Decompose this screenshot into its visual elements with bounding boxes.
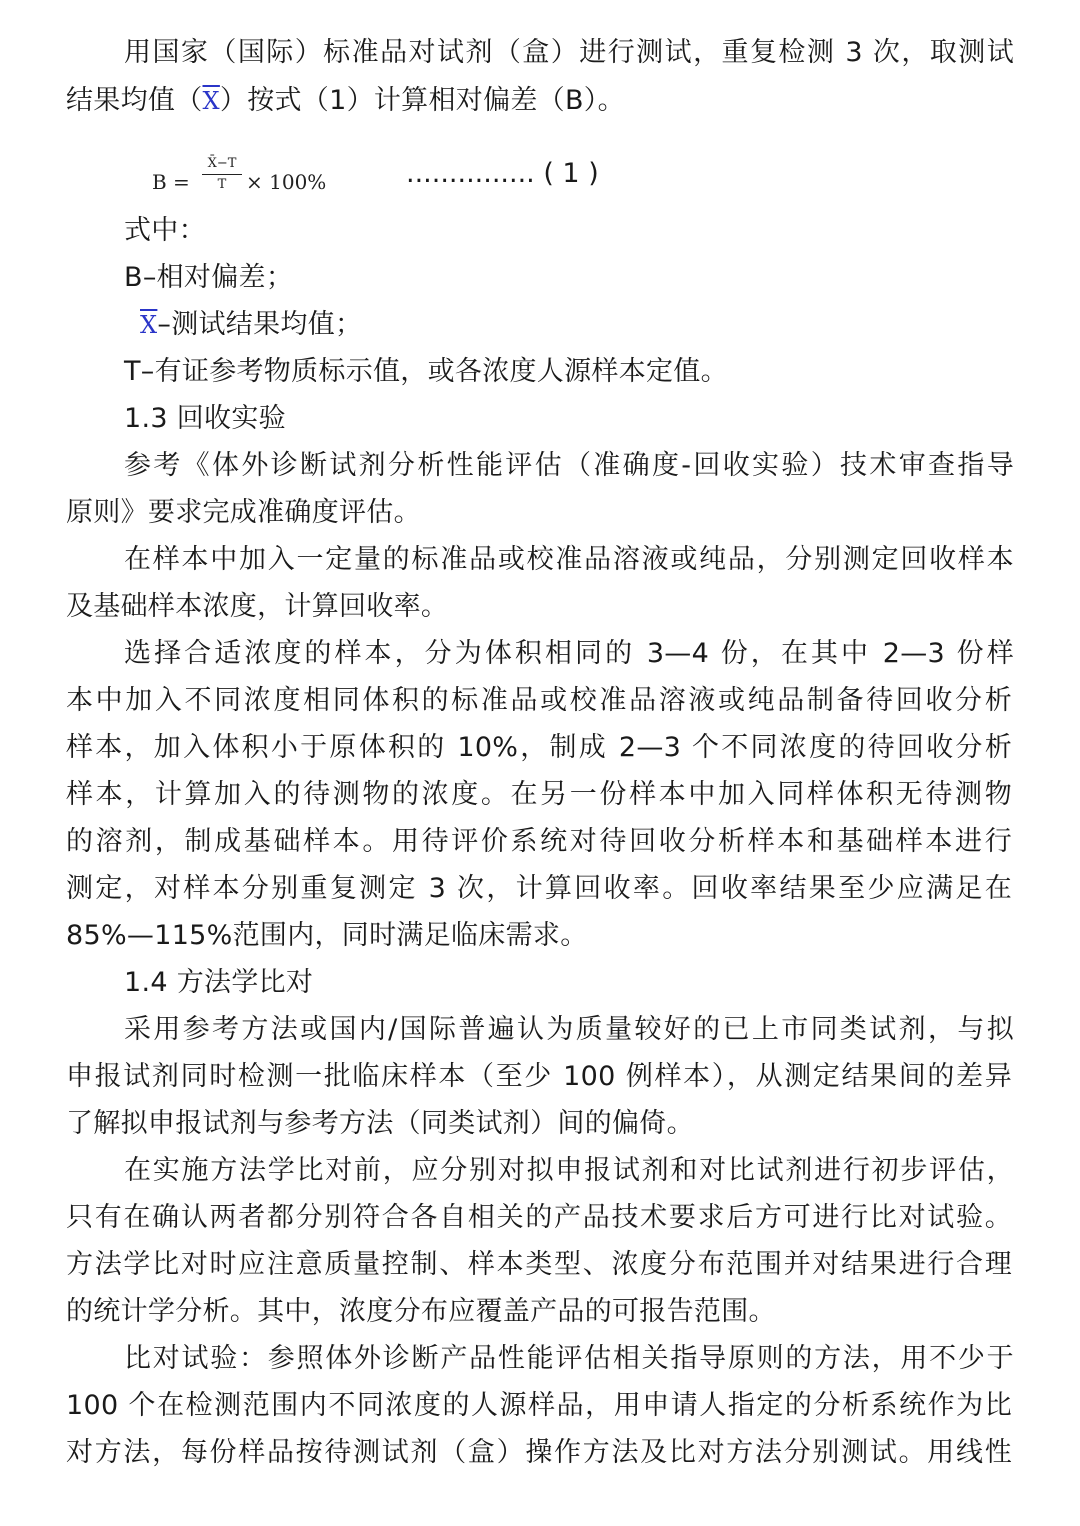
paragraph-line: 在样本中加入一定量的标准品或校准品溶液或纯品，分别测定回收样本 — [124, 544, 1014, 575]
formula-label: ............... ( 1 ) — [406, 158, 599, 189]
paragraph-line: 比对试验：参照体外诊断产品性能评估相关指导原则的方法，用不少于 — [124, 1343, 1014, 1374]
section-heading: 1.3 回收实验 — [124, 403, 286, 434]
mean-symbol: $\overline{X}$ — [140, 311, 158, 339]
formula-rhs: × 100% — [246, 170, 327, 194]
formula-fraction — [202, 156, 242, 193]
paragraph-line: 本中加入不同浓度相同体积的标准品或校准品溶液或纯品制备待回收分析 — [66, 685, 1012, 716]
paragraph-line: 只有在确认两者都分别符合各自相关的产品技术要求后方可进行比对试验。 — [66, 1202, 1012, 1233]
paragraph-line: 选择合适浓度的样本，分为体积相同的 3—4 份，在其中 2—3 份样 — [124, 638, 1014, 669]
paragraph-line: 方法学比对时应注意质量控制、样本类型、浓度分布范围并对结果进行合理 — [66, 1249, 1012, 1280]
paragraph-line: 采用参考方法或国内/国际普遍认为质量较好的已上市同类试剂，与拟 — [124, 1014, 1014, 1045]
paragraph-line: 的溶剂，制成基础样本。用待评价系统对待回收分析样本和基础样本进行 — [66, 826, 1012, 857]
mean-symbol: $\overline{X}$ — [202, 87, 220, 115]
paragraph-line: 样本，计算加入的待测物的浓度。在另一份样本中加入同样体积无待测物 — [66, 779, 1012, 810]
paragraph-line: 85%—115%范围内，同时满足临床需求。 — [66, 920, 588, 951]
paragraph-line: 样本，加入体积小于原体积的 10%，制成 2—3 个不同浓度的待回收分析 — [66, 732, 1012, 763]
paragraph-line: 测定，对样本分别重复测定 3 次，计算回收率。回收率结果至少应满足在 — [66, 873, 1012, 904]
paragraph-line: 100 个在检测范围内不同浓度的人源样品，用申请人指定的分析系统作为比 — [66, 1390, 1012, 1421]
paragraph-line: 结果均值$(\overline{X})$按式（1）计算相对偏差（B）。 — [66, 85, 625, 116]
section-heading: 1.4 方法学比对 — [124, 967, 314, 998]
paragraph-line: 参考《体外诊断试剂分析性能评估（准确度-回收实验）技术审查指导 — [124, 450, 1014, 481]
paragraph-line: T–有证参考物质标示值，或各浓度人源样本定值。 — [124, 356, 728, 387]
paragraph-line: 及基础样本浓度，计算回收率。 — [66, 591, 449, 622]
paragraph-line: 用国家（国际）标准品对试剂（盒）进行测试，重复检测 3 次，取测试 — [124, 37, 1014, 68]
paragraph-line: 申报试剂同时检测一批临床样本（至少 100 例样本），从测定结果间的差异 — [66, 1061, 1012, 1092]
paragraph-line: 式中： — [124, 215, 206, 246]
paragraph-line: B–相对偏差； — [124, 262, 294, 293]
formula-lhs: B = — [152, 170, 190, 194]
paragraph-line: 在实施方法学比对前，应分别对拟申报试剂和对比试剂进行初步评估， — [124, 1155, 1014, 1186]
paragraph-line: $\overline{X}-$测试结果均值； — [140, 309, 363, 340]
paragraph-line: 对方法，每份样品按待测试剂（盒）操作方法及比对方法分别测试。用线性 — [66, 1437, 1012, 1468]
formula-numerator: X̄−T — [202, 156, 242, 175]
paragraph-line: 原则》要求完成准确度评估。 — [66, 497, 421, 528]
paragraph-line: 了解拟申报试剂与参考方法（同类试剂）间的偏倚。 — [66, 1108, 694, 1139]
paragraph-line: 的统计学分析。其中，浓度分布应覆盖产品的可报告范围。 — [66, 1296, 776, 1327]
deviation-formula — [152, 152, 752, 212]
formula-denominator: T — [217, 177, 227, 192]
